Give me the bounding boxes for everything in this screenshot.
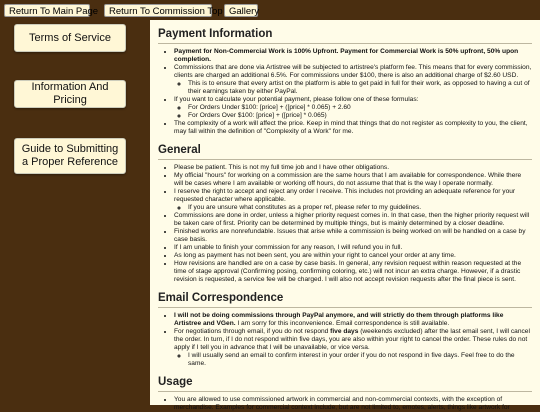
usage-heading: Usage xyxy=(158,376,532,392)
list-item: • I reserve the right to accept and reject any order I receive. This includes not providing an adequate reference for your requested character where applicable. ◦ If you are unsure what constitutes as a proper ref, please refer to my guidelines. xyxy=(174,188,532,212)
list-item: • My official "hours" for working on a commission are the same hours that I am available for correspondence. While there will be cases where I am available or working off hours, do not assume that that is the way I operate normally. xyxy=(174,172,532,188)
email-list xyxy=(158,312,532,368)
list-item: • The complexity of a work will affect the price. Keep in mind that things that do not register as complexity to you, the client, may fall within the definition of "Complexity of a Work" for me. xyxy=(174,120,532,136)
payment-list xyxy=(158,48,532,136)
return-main-page-button[interactable]: Return To Main Page xyxy=(4,4,90,17)
list-item: • Please be patient. This is not my full time job and I have other obligations. xyxy=(174,164,532,172)
list-item: • As long as payment has not been sent, you are within your right to cancel your order at any time. xyxy=(174,252,532,260)
sidebar-information-pricing-button[interactable]: Information And Pricing xyxy=(14,80,126,108)
list-item: • For negotiations through email, if you do not respond five days (weekends excluded) after the last email sent, I will cancel the order. In turn, if I do not respond within five days, you are also within your right to cancel the order. These rules do not apply if I tell you in advance that I will be unavailable, or vice versa. ◦ I will usually send an email to confirm interest in your order if you do not respond in five days. Feel free to do the same. xyxy=(174,328,532,368)
list-item: • How revisions are handled are on a case by case basis. In general, any revision request within reason requested at the time of stage approval (Confirming posing, confirming coloring, etc.) will not incur an extra charge. However, if a drastic revision is requested, a service fee will be charged. I will also not accept revision requests after the final piece is sent. xyxy=(174,260,532,284)
return-commission-top-button[interactable]: Return To Commission Top xyxy=(104,4,212,17)
main-content xyxy=(150,20,540,411)
gallery-button[interactable]: Gallery xyxy=(224,4,258,17)
list-item: • If I am unable to finish your commission for any reason, I will refund you in full. xyxy=(174,244,532,252)
list-item: ◦ For Orders Under $100: [price] + ([price] * 0.065) + 2.60 xyxy=(188,104,532,112)
list-item: • Commissions are done in order, unless a higher priority request comes in. In that case, then the higher priority request will be taken care of first. Priority can be determined by multiple things, but is mainly determined by a closer deadline. xyxy=(174,212,532,228)
sidebar xyxy=(0,20,150,405)
list-item: • Payment for Non-Commercial Work is 100% Upfront. Payment for Commercial Work is 50% upfront, 50% upon completion. xyxy=(174,48,532,64)
sidebar-terms-of-service-button[interactable]: Terms of Service xyxy=(14,24,126,52)
list-item: ◦ For Orders Over $100: [price] + ([price] * 0.065) xyxy=(188,112,532,120)
list-item: • Commissions that are done via Artistree will be subjected to artistree's platform fee. This means that for every commission, clients are charged an additional 6.5%. For commissions under $100, there is also an additional charge of $2.60 USD. ◦ This is to ensure that every artist on the platform is able to get paid in full for their work, as opposed to having a cut of their earnings taken by either PayPal. xyxy=(174,64,532,96)
list-item: • You are allowed to use commissioned artwork in commercial and non-commercial contexts, with the exception of merchandise. Examples for commercial context include, but are not limited to, emotes, alerts, things like artwork for xyxy=(174,396,532,412)
list-item: ◦ I will usually send an email to confirm interest in your order if you do not respond in five days. Feel free to do the same. xyxy=(188,352,532,368)
general-list xyxy=(158,164,532,284)
top-nav-bar xyxy=(0,0,540,20)
list-item: ◦ If you are unsure what constitutes as a proper ref, please refer to my guidelines. xyxy=(188,204,532,212)
usage-list xyxy=(158,396,532,412)
general-heading: General xyxy=(158,144,532,160)
email-heading: Email Correspondence xyxy=(158,292,532,308)
list-item: • I will not be doing commissions through PayPal anymore, and will strictly do them through platforms like Artistree and VGen. I am sorry for this inconvenience. Email correspondence is still available. xyxy=(174,312,532,328)
list-item: • Finished works are nonrefundable. Issues that arise while a commission is being worked on will be handled on a case by case basis. xyxy=(174,228,532,244)
sidebar-reference-guide-button[interactable]: Guide to Submitting a Proper Reference xyxy=(14,138,126,174)
list-item: ◦ This is to ensure that every artist on the platform is able to get paid in full for their work, as opposed to having a cut of their earnings taken by either PayPal. xyxy=(188,80,532,96)
list-item: • If you want to calculate your potential payment, please follow one of these formulas: ◦ For Orders Under $100: [price] + ([price] * 0.065) + 2.60 ◦ For Orders Over $100: [price] + ([price] * 0.065) xyxy=(174,96,532,120)
payment-heading: Payment Information xyxy=(158,28,532,44)
